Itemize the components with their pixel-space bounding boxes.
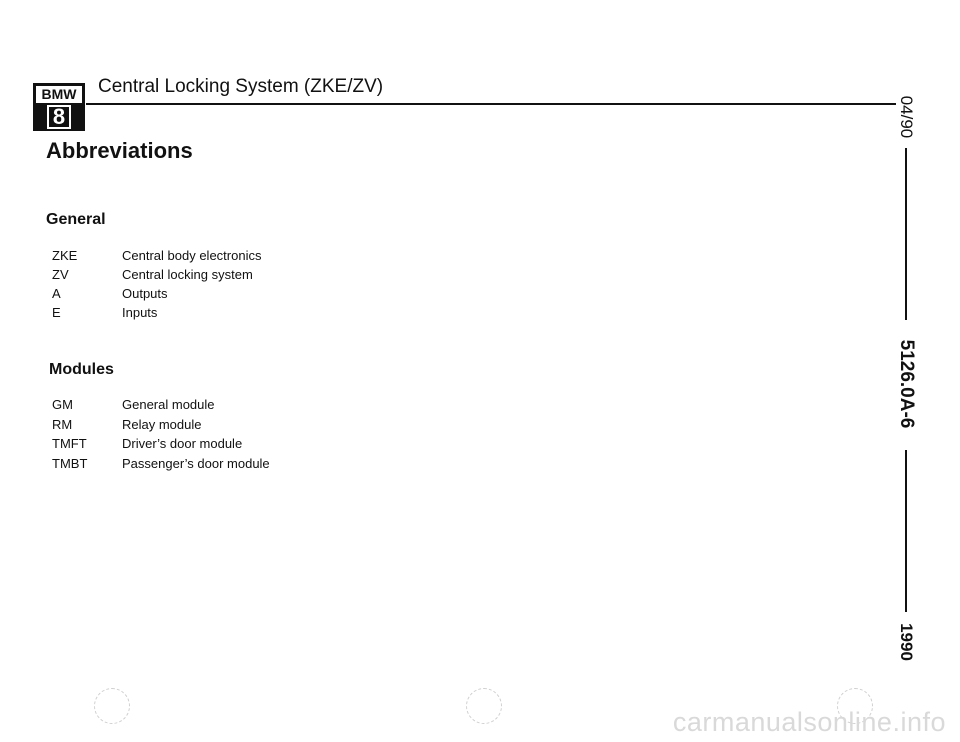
- abbr-code: ZV: [52, 267, 69, 282]
- abbr-description: Driver’s door module: [122, 436, 243, 451]
- abbr-code: E: [52, 305, 61, 320]
- section-heading-general: General: [46, 211, 106, 228]
- bmw-8-logo: [33, 83, 85, 131]
- logo-brand-text: BMW: [33, 83, 85, 103]
- header-title: Central Locking System (ZKE/ZV): [98, 76, 384, 97]
- abbr-code: TMBT: [52, 456, 88, 471]
- abbr-description: Relay module: [122, 417, 202, 432]
- header-divider: [86, 103, 896, 105]
- abbr-description: Passenger’s door module: [122, 456, 270, 471]
- binder-hole: [94, 688, 130, 724]
- page-title: Abbreviations: [46, 138, 193, 163]
- abbr-code: A: [52, 286, 61, 301]
- section-heading-modules: Modules: [49, 361, 114, 378]
- side-doc-number-label: 5126.0A-6: [896, 339, 917, 429]
- abbr-code: ZKE: [52, 248, 78, 263]
- abbr-code: TMFT: [52, 436, 87, 451]
- side-year-label: 1990: [897, 623, 916, 661]
- side-divider: [905, 450, 907, 612]
- abbr-description: Central locking system: [122, 267, 253, 282]
- abbr-description: Central body electronics: [122, 248, 262, 263]
- side-divider: [905, 148, 907, 320]
- watermark-text: carmanualsonline.info: [672, 707, 946, 737]
- abbr-description: General module: [122, 397, 215, 412]
- logo-model-text: 8: [47, 105, 71, 129]
- abbr-code: RM: [52, 417, 73, 432]
- abbr-description: Inputs: [122, 305, 158, 320]
- binder-hole: [466, 688, 502, 724]
- side-date-label: 04/90: [897, 95, 916, 139]
- abbr-code: GM: [52, 397, 73, 412]
- abbr-description: Outputs: [122, 286, 168, 301]
